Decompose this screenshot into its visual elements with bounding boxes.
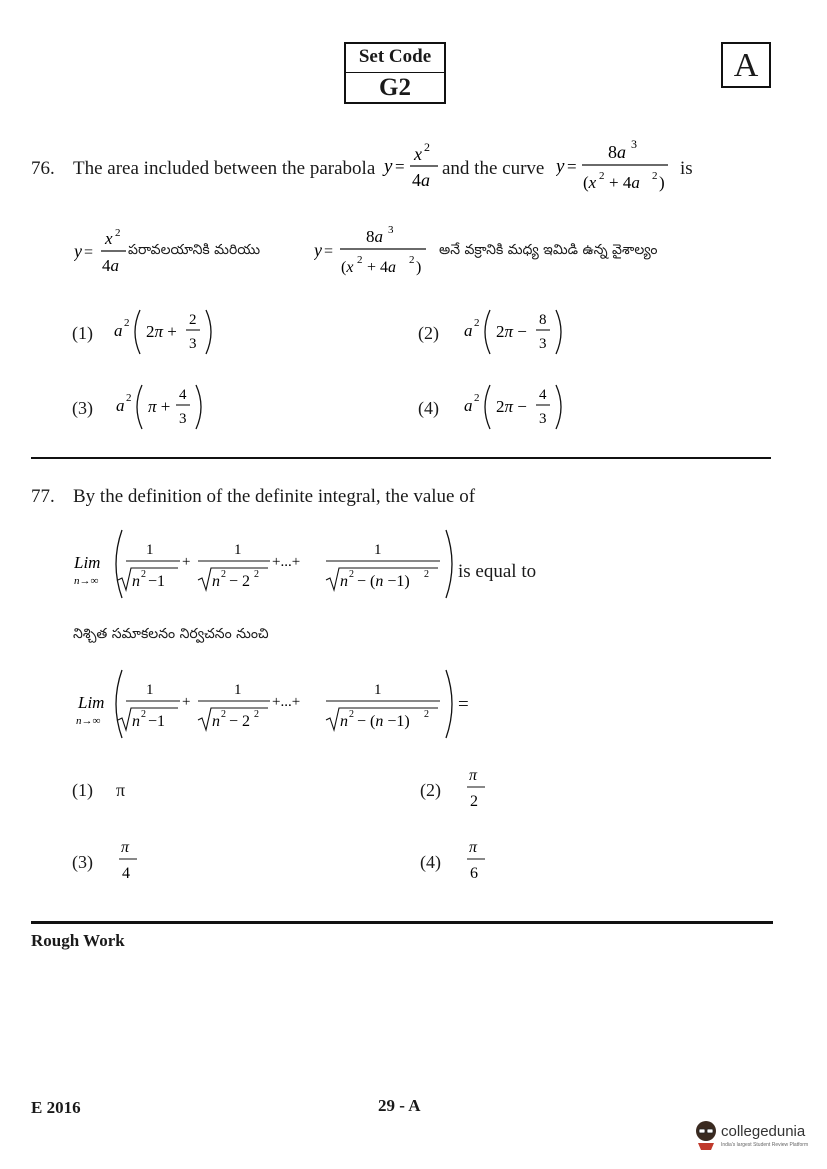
- q76-option-2-number: (2): [418, 323, 439, 343]
- svg-text:1: 1: [374, 682, 382, 698]
- q76-option-4-number: (4): [418, 398, 439, 418]
- svg-text:2: 2: [141, 569, 146, 580]
- svg-text:8a: 8a: [366, 227, 383, 246]
- svg-text:+...+: +...+: [272, 694, 301, 710]
- svg-text:− (n −1): − (n −1): [357, 573, 410, 590]
- svg-text:2: 2: [221, 709, 226, 720]
- svg-text:a: a: [464, 321, 473, 340]
- rough-work-divider: [31, 921, 773, 924]
- svg-text:n: n: [132, 713, 140, 730]
- page-number: 29 - A: [378, 1096, 421, 1115]
- logo-name: collegedunia: [721, 1123, 806, 1140]
- svg-text:a: a: [464, 396, 473, 415]
- svg-text:(x: (x: [341, 259, 354, 276]
- svg-text:π: π: [469, 839, 478, 856]
- q76-parabola-formula: [380, 136, 440, 192]
- svg-text:2: 2: [254, 709, 259, 720]
- q76-option-1-expr: [114, 302, 224, 360]
- collegedunia-logo: [693, 1115, 813, 1159]
- svg-text:3: 3: [631, 137, 637, 151]
- q76-text-en: The area included between the parabola: [73, 158, 376, 179]
- rough-work-label: Rough Work: [31, 931, 125, 950]
- q76-number: 76.: [31, 158, 55, 179]
- q77-is-equal-to: is equal to: [458, 561, 537, 582]
- svg-text:−1: −1: [148, 573, 166, 590]
- svg-text:(x: (x: [583, 173, 597, 192]
- set-code-box: [344, 42, 446, 104]
- svg-text:2: 2: [474, 317, 480, 329]
- svg-text:): ): [416, 259, 422, 276]
- q77-option-3-number: (3): [72, 852, 93, 872]
- q76-option-2-expr: [464, 302, 574, 360]
- q76-is: is: [680, 158, 693, 179]
- svg-text:4a: 4a: [412, 170, 430, 190]
- svg-text:a: a: [114, 321, 123, 340]
- svg-text:1: 1: [234, 682, 242, 698]
- svg-text:n: n: [340, 573, 348, 590]
- svg-text:2: 2: [599, 170, 605, 182]
- svg-text:2π −: 2π −: [496, 322, 527, 341]
- set-code-label: Set Code: [358, 46, 432, 67]
- q77-option-1-expr: π: [116, 780, 126, 800]
- svg-text:3: 3: [539, 336, 547, 352]
- svg-text:1: 1: [234, 542, 242, 558]
- svg-text:n: n: [212, 573, 220, 590]
- exam-code: E 2016: [31, 1098, 81, 1117]
- svg-text:6: 6: [470, 865, 478, 882]
- svg-text:2: 2: [357, 254, 363, 266]
- svg-text:3: 3: [539, 411, 547, 427]
- q77-option-2-expr: [464, 762, 488, 814]
- svg-text:4: 4: [539, 387, 547, 403]
- q76-text-te-1: పరావలయానికి మరియు: [128, 242, 261, 258]
- q77-option-4-number: (4): [420, 852, 441, 872]
- set-code-divider: [346, 72, 444, 73]
- q76-text-te-2: అనే వక్రానికి మధ్య ఇమిడి ఉన్న వైశాల్యం: [439, 242, 658, 258]
- q76-and-curve: and the curve: [442, 158, 545, 179]
- q77-equals: =: [458, 694, 469, 715]
- q77-limit-expression: [74, 524, 454, 604]
- svg-text:π: π: [121, 839, 130, 856]
- svg-text:n: n: [132, 573, 140, 590]
- svg-text:+: +: [182, 694, 191, 710]
- svg-text:n→∞: n→∞: [76, 715, 101, 727]
- svg-text:=: =: [324, 243, 334, 260]
- svg-text:n: n: [340, 713, 348, 730]
- logo-mascot-icon: [693, 1119, 719, 1151]
- q77-te-limit-expression: [74, 664, 454, 744]
- svg-text:n: n: [212, 713, 220, 730]
- svg-text:Lim: Lim: [78, 693, 105, 712]
- q76-option-4-expr: [464, 377, 574, 435]
- svg-text:2: 2: [474, 392, 480, 404]
- svg-text:n→∞: n→∞: [74, 575, 99, 587]
- svg-text:2: 2: [652, 170, 658, 182]
- q77-option-1-number: (1): [72, 780, 93, 800]
- svg-text:− 2: − 2: [229, 713, 251, 730]
- svg-text:2π +: 2π +: [146, 322, 177, 341]
- svg-text:+ 4a: + 4a: [609, 173, 640, 192]
- svg-text:2: 2: [349, 709, 354, 720]
- svg-text:1: 1: [374, 542, 382, 558]
- svg-text:− (n −1): − (n −1): [357, 713, 410, 730]
- svg-text:x: x: [105, 229, 113, 248]
- svg-text:2: 2: [115, 227, 121, 239]
- svg-text:3: 3: [388, 224, 394, 236]
- svg-text:2: 2: [424, 569, 429, 580]
- svg-text:2: 2: [349, 569, 354, 580]
- svg-text:2: 2: [141, 709, 146, 720]
- q77-text-en: By the definition of the definite integral, the value of: [73, 486, 476, 507]
- svg-text:x: x: [414, 144, 422, 164]
- q76-option-3-number: (3): [72, 398, 93, 418]
- svg-text:2: 2: [189, 312, 197, 328]
- svg-text:=: =: [395, 157, 405, 176]
- q76-te-curve-formula: [314, 220, 434, 280]
- svg-text:− 2: − 2: [229, 573, 251, 590]
- svg-text:+ 4a: + 4a: [367, 259, 397, 276]
- svg-text:=: =: [567, 157, 577, 176]
- q77-option-4-expr: [464, 834, 488, 886]
- svg-text:π: π: [469, 767, 478, 784]
- svg-text:+...+: +...+: [272, 554, 301, 570]
- set-code-value: G2: [379, 74, 411, 101]
- svg-text:π +: π +: [148, 397, 171, 416]
- svg-text:y: y: [74, 241, 82, 261]
- q77-option-3-expr: [116, 834, 140, 886]
- q76-curve-formula: [556, 134, 676, 196]
- svg-text:y: y: [556, 156, 565, 177]
- svg-text:2: 2: [470, 793, 478, 810]
- q76-te-parabola-formula: [74, 224, 130, 278]
- svg-text:8: 8: [539, 312, 547, 328]
- section-divider: [31, 457, 771, 459]
- svg-text:+: +: [182, 554, 191, 570]
- svg-text:2: 2: [254, 569, 259, 580]
- svg-text:2: 2: [424, 709, 429, 720]
- svg-text:1: 1: [146, 542, 154, 558]
- svg-text:8a: 8a: [608, 142, 626, 162]
- svg-text:2: 2: [126, 392, 132, 404]
- svg-text:y: y: [314, 240, 322, 260]
- svg-text:): ): [659, 173, 665, 192]
- svg-text:2π −: 2π −: [496, 397, 527, 416]
- svg-text:3: 3: [179, 411, 187, 427]
- logo-tagline: India's largest Student Review Platform: [721, 1142, 809, 1148]
- svg-text:2: 2: [409, 254, 415, 266]
- svg-text:a: a: [116, 396, 125, 415]
- svg-text:Lim: Lim: [74, 553, 101, 572]
- q77-option-2-number: (2): [420, 780, 441, 800]
- svg-text:1: 1: [146, 682, 154, 698]
- svg-text:4: 4: [122, 865, 130, 882]
- q77-text-te: నిశ్చిత సమాకలనం నిర్వచనం నుంచి: [73, 626, 269, 642]
- svg-text:2: 2: [124, 317, 130, 329]
- paper-code-box: A: [721, 42, 771, 88]
- svg-text:2: 2: [424, 140, 430, 154]
- svg-text:−1: −1: [148, 713, 166, 730]
- svg-text:3: 3: [189, 336, 197, 352]
- svg-text:=: =: [84, 244, 94, 261]
- svg-text:2: 2: [221, 569, 226, 580]
- q76-option-1-number: (1): [72, 323, 93, 343]
- q77-number: 77.: [31, 486, 55, 507]
- svg-text:4: 4: [179, 387, 187, 403]
- svg-text:4a: 4a: [102, 256, 119, 275]
- svg-text:y: y: [384, 156, 393, 177]
- q76-option-3-expr: [116, 377, 216, 435]
